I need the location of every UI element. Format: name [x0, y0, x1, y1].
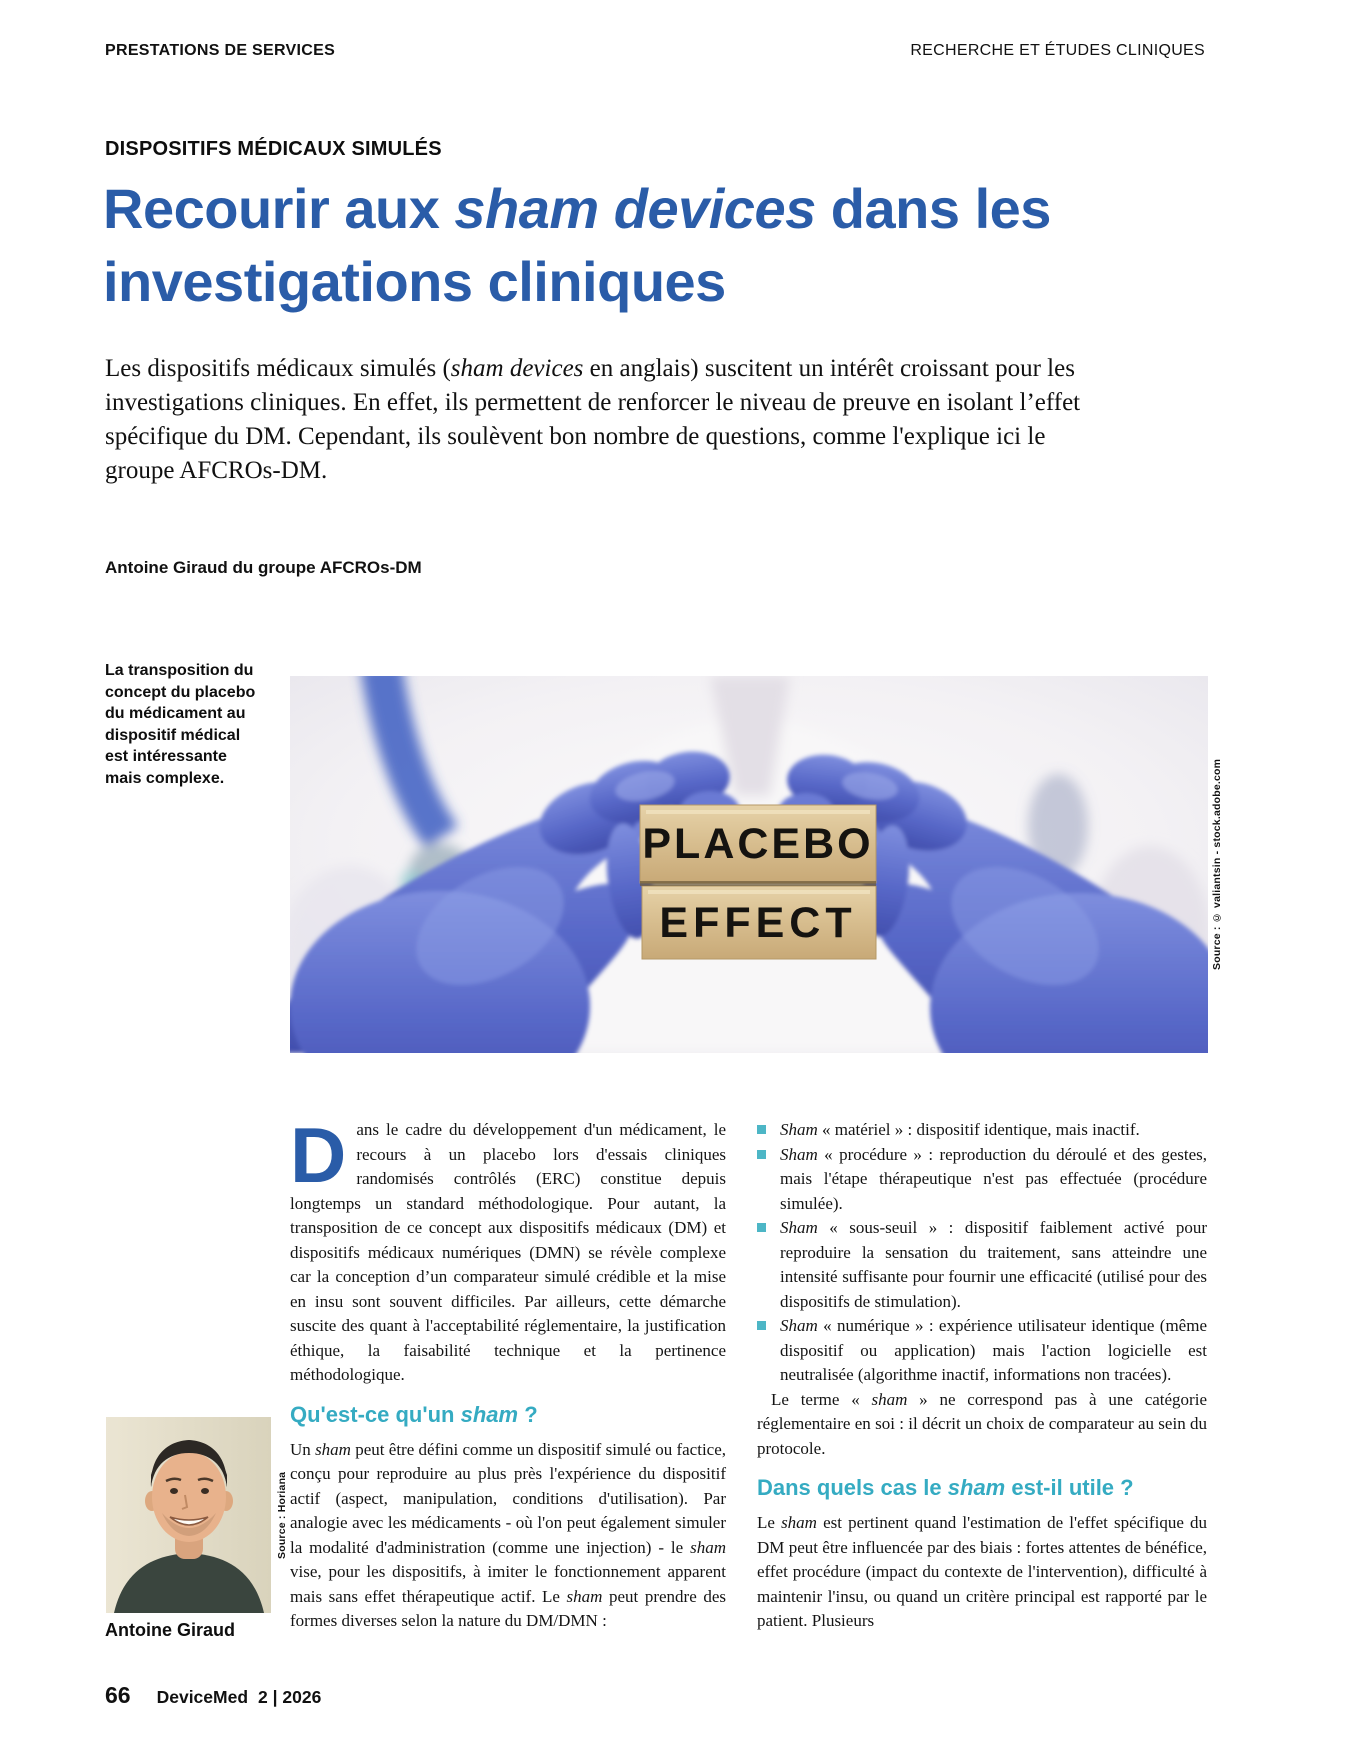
page-number: 66	[105, 1682, 131, 1708]
article-kicker: DISPOSITIFS MÉDICAUX SIMULÉS	[105, 138, 442, 160]
sham-types-list	[757, 1118, 1207, 1388]
definition-paragraph: Un sham peut être défini comme un dispositif simulé ou factice, conçu pour reproduire au plus près l'expérience du dispositif actif (aspect, manipulation, conditions d'utilisation). Par analogie avec les médicaments - où l'on peut également simuler la modalité d'administration (comme une injection) - le sham vise, pour les dispositifs, à imiter le fonctionnement apparent mais sans effet thérapeutique actif. Le sham peut prendre des formes diverses selon la nature du DM/DMN :	[290, 1439, 727, 1630]
subhead-when-is-sham-useful: Dans quels cas le sham est-il utile ?	[757, 1475, 1134, 1500]
header-section-left: PRESTATIONS DE SERVICES	[105, 42, 336, 59]
hero-photo	[290, 676, 1208, 1053]
dropcap: D	[290, 1111, 347, 1199]
author-name: Antoine Giraud	[105, 1620, 235, 1640]
issue-number: 2 | 2026	[258, 1687, 322, 1707]
intro-paragraph: Dans le cadre du développement d'un médicament, le recours à un placebo lors d'essais cliniques randomisés contrôlés (ERC) constitue depuis longtemps un standard méthodologique. Pour autant, la transposition de ce concept aux dispositifs médicaux (DM) et dispositifs médicaux numériques (DMN) se révèle complexe car la conception d’un comparateur simulé crédible et la mise en insu sont souvent difficiles. Par ailleurs, cette démarche suscite des quant à l'acceptabilité réglementaire, la justification éthique, la faisabilité technique et la pertinence méthodologique.	[290, 1111, 726, 1384]
list-item: Sham « procédure » : reproduction du déroulé et des gestes, mais l'étape thérapeutique n'est pas effectuée (procédure simulée).	[757, 1143, 1207, 1217]
block-text-placebo: PLACEBO	[642, 820, 874, 868]
usefulness-paragraph: Le sham est pertinent quand l'estimation de l'effet spécifique du DM peut être influencée par des biais : fortes attentes de bénéfice, effet procédure (impact du contexte de l'intervention), difficulté à maintenir l'insu, ou quand un critère principal est rapporté par le patient. Plusieurs	[757, 1513, 1207, 1630]
bullet-square-icon	[757, 1150, 766, 1159]
article-lead: Les dispositifs médicaux simulés (sham devices en anglais) suscitent un intérêt croissant pour les investigations cliniques. En effet, ils permettent de renforcer le niveau de preuve en isolant l’effet spécifique du DM. Cependant, ils soulèvent bon nombre de questions, comme l'explique ici le groupe AFCROs-DM.	[105, 355, 1081, 484]
header-section-right: RECHERCHE ET ÉTUDES CLINIQUES	[910, 42, 1205, 59]
bullet-square-icon	[757, 1321, 766, 1330]
bullet-square-icon	[757, 1223, 766, 1232]
subhead-what-is-a-sham: Qu'est-ce qu'un sham ?	[290, 1401, 538, 1427]
body-column-left	[290, 1111, 727, 1634]
body-column-right	[757, 1118, 1207, 1634]
list-item: Sham « numérique » : expérience utilisateur identique (même dispositif ou application) mais l'action logicielle est neutralisée (algorithme inactif, informations non tracées).	[757, 1314, 1207, 1388]
author-portrait-illustration	[106, 1417, 271, 1613]
term-note-paragraph: Le terme « sham » ne correspond pas à une catégorie réglementaire en soi : il décrit un choix de comparateur au sein du protocole.	[757, 1389, 1207, 1458]
magazine-name: DeviceMed	[156, 1687, 249, 1707]
bullet-square-icon	[757, 1125, 766, 1134]
author-portrait	[106, 1417, 271, 1613]
wooden-blocks	[640, 805, 876, 959]
block-text-effect: EFFECT	[659, 899, 857, 947]
hero-photo-credit: Source : © valiantsin - stock.adobe.com	[1211, 758, 1223, 971]
hero-caption: La transposition du concept du placebo du médicament au dispositif médical est intéressante mais complexe.	[105, 662, 256, 787]
list-item: Sham « matériel » : dispositif identique, mais inactif.	[757, 1118, 1207, 1143]
list-item: Sham « sous-seuil » : dispositif faiblement activé pour reproduire la sensation du traitement, sans atteindre une intensité suffisante pour fournir une efficacité (utilisé pour des dispositifs de stimulation).	[757, 1216, 1207, 1314]
byline: Antoine Giraud du groupe AFCROs-DM	[105, 558, 422, 577]
hero-photo-illustration	[290, 676, 1208, 1053]
page-footer	[105, 1682, 321, 1709]
author-portrait-credit: Source : Horiana	[276, 1471, 288, 1559]
article-title: Recourir aux sham devices dans les investigations cliniques	[103, 177, 1051, 313]
